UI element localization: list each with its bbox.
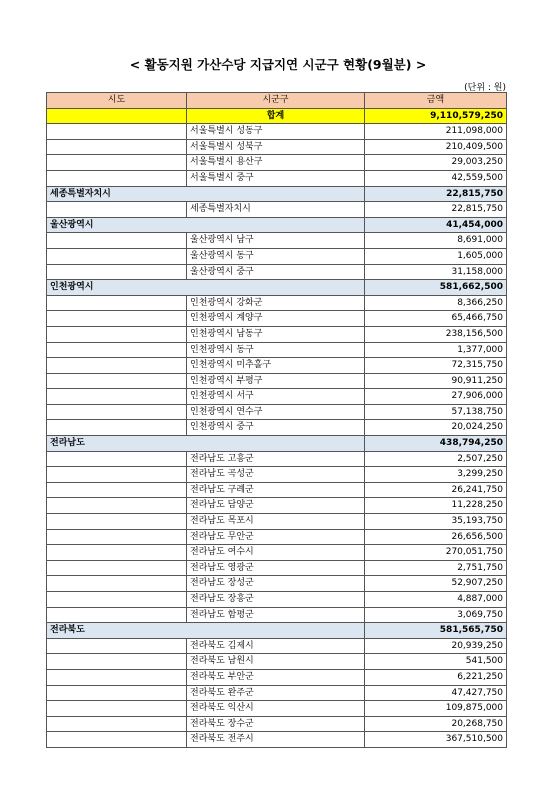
district-amount: 11,228,250 [365,498,507,514]
page-title: < 활동지원 가산수당 지급지연 시군구 현황(9월분) > [129,57,427,72]
table-row [47,701,507,717]
province-row [47,623,507,639]
district-amount: 26,656,500 [365,529,507,545]
sido-blank-cell [47,124,187,140]
district-name: 인천광역시 서구 [187,389,365,405]
district-name: 전라북도 익산시 [187,701,365,717]
province-name: 세종특별자치시 [47,186,187,202]
total-blank [47,108,187,124]
table-row [47,202,507,218]
province-amount: 581,565,750 [365,623,507,639]
sido-blank-cell [47,202,187,218]
province-mid [187,217,365,233]
district-name: 인천광역시 중구 [187,420,365,436]
table-row [47,514,507,530]
district-amount: 52,907,250 [365,576,507,592]
header-row [47,93,507,109]
table-row [47,685,507,701]
table-body [47,93,507,748]
table-row [47,451,507,467]
district-amount: 57,138,750 [365,404,507,420]
district-name: 전라남도 여수시 [187,545,365,561]
province-amount: 438,794,250 [365,436,507,452]
district-name: 울산광역시 동구 [187,248,365,264]
district-amount: 65,466,750 [365,311,507,327]
sido-blank-cell [47,404,187,420]
sido-blank-cell [47,264,187,280]
district-amount: 22,815,750 [365,202,507,218]
district-name: 전라북도 전주시 [187,732,365,748]
district-name: 서울특별시 성동구 [187,124,365,140]
table-row [47,654,507,670]
district-name: 전라남도 곡성군 [187,467,365,483]
sido-blank-cell [47,155,187,171]
table-row [47,389,507,405]
province-amount: 581,662,500 [365,280,507,296]
district-amount: 1,605,000 [365,248,507,264]
province-mid [187,280,365,296]
district-name: 서울특별시 용산구 [187,155,365,171]
district-name: 인천광역시 강화군 [187,295,365,311]
district-name: 인천광역시 연수구 [187,404,365,420]
sido-blank-cell [47,233,187,249]
table-row [47,233,507,249]
sido-blank-cell [47,669,187,685]
total-label: 합계 [187,108,365,124]
table-row [47,669,507,685]
sido-blank-cell [47,654,187,670]
district-amount: 20,939,250 [365,638,507,654]
district-amount: 541,500 [365,654,507,670]
district-name: 울산광역시 남구 [187,233,365,249]
sido-blank-cell [47,373,187,389]
sido-blank-cell [47,451,187,467]
district-name: 인천광역시 부평구 [187,373,365,389]
province-row [47,217,507,233]
district-name: 인천광역시 미추홀구 [187,358,365,374]
total-row [47,108,507,124]
district-name: 전라북도 장수군 [187,716,365,732]
province-name: 울산광역시 [47,217,187,233]
table-row [47,716,507,732]
district-amount: 1,377,000 [365,342,507,358]
table-row [47,498,507,514]
sido-blank-cell [47,139,187,155]
district-amount: 2,751,750 [365,560,507,576]
sido-blank-cell [47,358,187,374]
sido-blank-cell [47,389,187,405]
table-row [47,638,507,654]
province-row [47,280,507,296]
table-row [47,467,507,483]
province-row [47,436,507,452]
sido-blank-cell [47,592,187,608]
district-amount: 211,098,000 [365,124,507,140]
district-name: 인천광역시 동구 [187,342,365,358]
district-amount: 26,241,750 [365,482,507,498]
table-row [47,560,507,576]
province-name: 전라남도 [47,436,187,452]
district-amount: 367,510,500 [365,732,507,748]
district-amount: 270,051,750 [365,545,507,561]
table-row [47,592,507,608]
province-amount: 22,815,750 [365,186,507,202]
district-amount: 3,299,250 [365,467,507,483]
sido-blank-cell [47,638,187,654]
sido-blank-cell [47,514,187,530]
province-row [47,186,507,202]
sido-blank-cell [47,529,187,545]
table-row [47,124,507,140]
table-row [47,248,507,264]
table-row [47,373,507,389]
district-amount: 29,003,250 [365,155,507,171]
district-name: 전라남도 함평군 [187,607,365,623]
table-row [47,732,507,748]
sido-blank-cell [47,685,187,701]
district-name: 전라북도 부안군 [187,669,365,685]
sido-blank-cell [47,420,187,436]
district-name: 전라남도 구례군 [187,482,365,498]
district-name: 전라남도 장성군 [187,576,365,592]
table-row [47,576,507,592]
sido-blank-cell [47,482,187,498]
table-row [47,311,507,327]
sido-blank-cell [47,576,187,592]
district-amount: 2,507,250 [365,451,507,467]
district-name: 세종특별자치시 [187,202,365,218]
district-amount: 20,024,250 [365,420,507,436]
header-sigungu: 시군구 [187,93,365,109]
district-amount: 3,069,750 [365,607,507,623]
district-amount: 42,559,500 [365,170,507,186]
province-name: 전라북도 [47,623,187,639]
table-row [47,342,507,358]
table-row [47,529,507,545]
district-name: 전라북도 남원시 [187,654,365,670]
province-mid [187,186,365,202]
district-name: 전라북도 완주군 [187,685,365,701]
table-row [47,139,507,155]
unit-label: (단위 : 원) [464,83,506,93]
district-name: 인천광역시 계양구 [187,311,365,327]
district-amount: 8,691,000 [365,233,507,249]
header-amount: 금액 [365,93,507,109]
district-name: 울산광역시 중구 [187,264,365,280]
district-name: 전라남도 고흥군 [187,451,365,467]
district-name: 전라남도 담양군 [187,498,365,514]
district-amount: 27,906,000 [365,389,507,405]
table-row [47,404,507,420]
table-row [47,482,507,498]
sido-blank-cell [47,560,187,576]
province-name: 인천광역시 [47,280,187,296]
total-amount: 9,110,579,250 [365,108,507,124]
sido-blank-cell [47,467,187,483]
district-name: 서울특별시 중구 [187,170,365,186]
table-row [47,264,507,280]
province-mid [187,623,365,639]
district-amount: 8,366,250 [365,295,507,311]
sido-blank-cell [47,716,187,732]
header-sido: 시도 [47,93,187,109]
sido-blank-cell [47,170,187,186]
district-amount: 210,409,500 [365,139,507,155]
district-amount: 6,221,250 [365,669,507,685]
sido-blank-cell [47,732,187,748]
sido-blank-cell [47,311,187,327]
table-row [47,607,507,623]
sido-blank-cell [47,545,187,561]
district-amount: 90,911,250 [365,373,507,389]
payment-table [46,92,507,748]
district-amount: 4,887,000 [365,592,507,608]
table-row [47,326,507,342]
table-row [47,295,507,311]
district-name: 서울특별시 성북구 [187,139,365,155]
table-row [47,358,507,374]
district-name: 전라남도 무안군 [187,529,365,545]
table-row [47,155,507,171]
sido-blank-cell [47,498,187,514]
table-row [47,545,507,561]
sido-blank-cell [47,607,187,623]
district-amount: 31,158,000 [365,264,507,280]
district-name: 전라남도 목포시 [187,514,365,530]
sido-blank-cell [47,701,187,717]
sido-blank-cell [47,248,187,264]
district-amount: 72,315,750 [365,358,507,374]
province-amount: 41,454,000 [365,217,507,233]
district-name: 전라북도 김제시 [187,638,365,654]
district-amount: 35,193,750 [365,514,507,530]
district-amount: 109,875,000 [365,701,507,717]
district-name: 전라남도 장흥군 [187,592,365,608]
district-name: 인천광역시 남동구 [187,326,365,342]
sido-blank-cell [47,326,187,342]
sido-blank-cell [47,295,187,311]
district-amount: 238,156,500 [365,326,507,342]
province-mid [187,436,365,452]
district-amount: 20,268,750 [365,716,507,732]
district-name: 전라남도 영광군 [187,560,365,576]
district-amount: 47,427,750 [365,685,507,701]
table-row [47,420,507,436]
table-row [47,170,507,186]
sido-blank-cell [47,342,187,358]
